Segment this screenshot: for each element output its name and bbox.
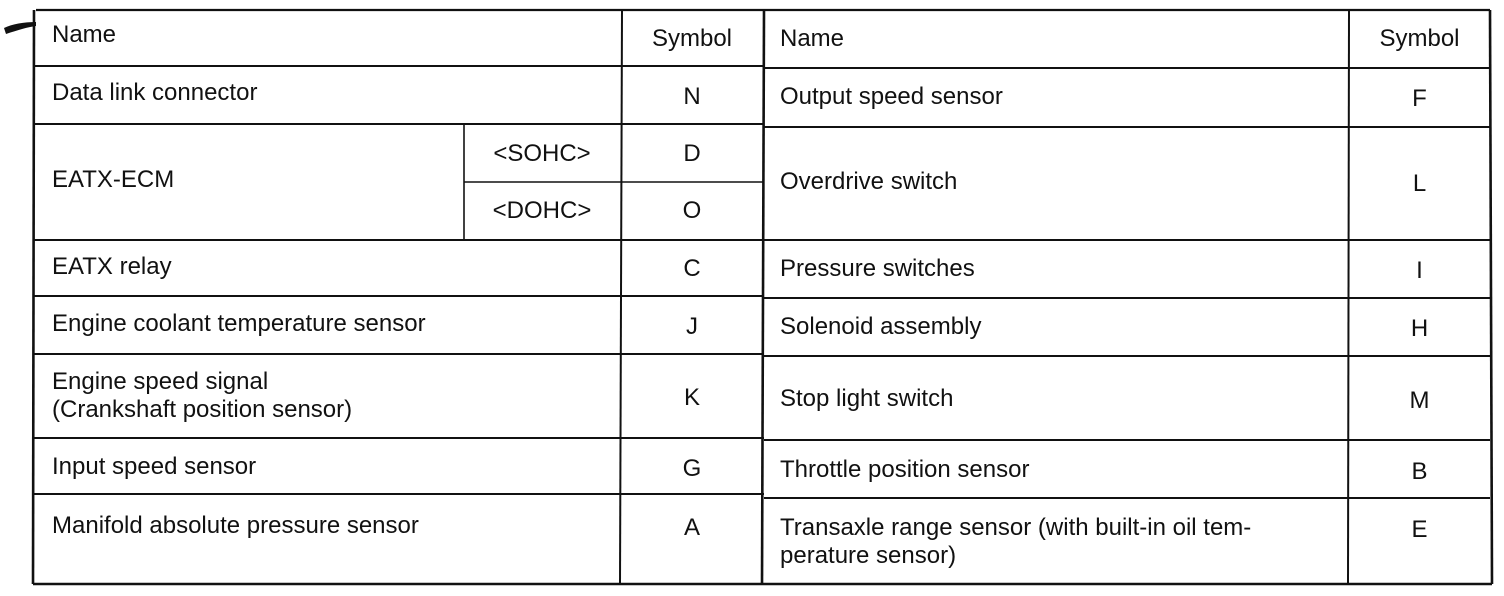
right-row-2-symbol: I — [1416, 257, 1423, 284]
right-row-3-symbol: H — [1410, 315, 1429, 342]
left-row-1-variant-0-symbol: D — [683, 140, 701, 167]
left-row-1-variant-1-symbol: O — [682, 197, 702, 224]
right-header-symbol: Symbol — [1379, 25, 1460, 52]
right-row-1-symbol: L — [1412, 170, 1427, 197]
left-row-0-name: Data link connector — [52, 79, 258, 106]
right-row-1-name: Overdrive switch — [780, 168, 958, 195]
right-row-5-name: Throttle position sensor — [780, 456, 1030, 483]
right-row-5-symbol: B — [1411, 458, 1428, 485]
left-header-symbol: Symbol — [651, 25, 733, 52]
right-row-6-symbol: E — [1411, 516, 1428, 543]
right-row-4-name: Stop light switch — [780, 385, 954, 412]
left-row-5-name: Input speed sensor — [52, 453, 257, 480]
right-row-2-name: Pressure switches — [780, 255, 975, 282]
left-row-4-name: Engine speed signal (Crankshaft position sensor) — [52, 368, 353, 423]
right-row-4-symbol: M — [1409, 387, 1430, 414]
right-row-0-name: Output speed sensor — [780, 83, 1003, 110]
left-row-2-symbol: C — [683, 255, 701, 282]
left-row-5-symbol: G — [682, 455, 702, 482]
right-row-0-symbol: F — [1412, 85, 1427, 112]
left-row-4-symbol: K — [683, 384, 700, 411]
left-row-3-symbol: J — [686, 313, 698, 340]
left-row-1-name: EATX-ECM — [52, 166, 175, 193]
left-row-2-name: EATX relay — [52, 253, 172, 280]
left-row-6-symbol: A — [683, 514, 700, 541]
left-row-3-name: Engine coolant temperature sensor — [52, 310, 426, 337]
right-row-6-name: Transaxle range sensor (with built-in oil tem- perature sensor) — [780, 514, 1252, 569]
right-row-3-name: Solenoid assembly — [780, 313, 982, 340]
left-row-0-symbol: N — [683, 83, 701, 110]
left-row-1-variant-0-label: <SOHC> — [493, 140, 591, 167]
left-header-name: Name — [52, 21, 117, 48]
left-row-1-variant-1-label: <DOHC> — [492, 197, 592, 224]
left-row-6-name: Manifold absolute pressure sensor — [52, 512, 419, 539]
right-header-name: Name — [780, 25, 845, 52]
